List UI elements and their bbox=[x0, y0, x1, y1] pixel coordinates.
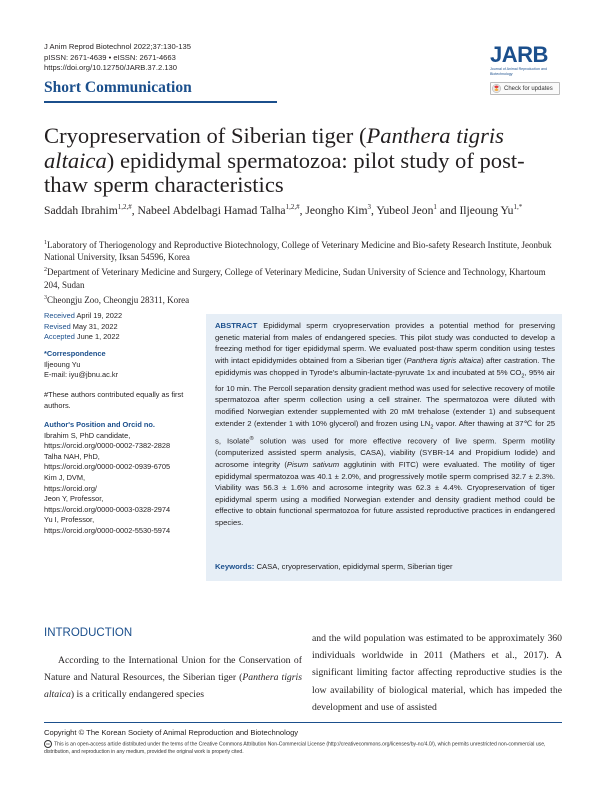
footer-rule bbox=[44, 722, 562, 723]
title-part2: ) epididymal spermatozoa: pilot study of post-thaw sperm characteristics bbox=[44, 147, 525, 197]
check-for-updates-button[interactable] bbox=[490, 82, 560, 95]
citation: J Anim Reprod Biotechnol 2022;37:130-135 bbox=[44, 42, 191, 51]
affiliation: $^1$Laboratory of Theriogenology and Reproductive Biotechnology, College of Veterinary Medicine and Bio-safety Research Institute, Jeonbuk National University, Iksan 54596, Korea bbox=[44, 240, 552, 263]
article-dates bbox=[44, 311, 122, 343]
abstract-text: ABSTRACT Epididymal sperm cryopreservation provides a potential method for preserving genetic material from males of endangered species. This pilot study was conducted to develop a freezing method for tiger epididymal sperm. We evaluated post-thaw sperm condition using testes with intact epididymides obtained from a Siberian tiger (Panthera tigris altaica) after castration. The epididymis was chopped in Tyrode's albumin-lactate-pyruvate 1x and incubated at 5% $CO_2$, 95% air for 10 min. The Percoll separation density gradient method was used for selective recovery of motile spermatozoa after sperm collection using a cell strainer. The spermatozoa were diluted with modified Norwegian extender supplemented with 20 mM trehalose (extender 1) and subsequent extender 2 (extender 1 with 10% glycerol) and frozen using $LN_2$ vapor. After thawing at 37℃ for 25 s, Isolate® solution was used for more effective recovery of live sperm. Sperm motility (computerized assisted sperm analysis, CASA), viability (SYBR-14 and Propidium Iodide) and acrosome integrity (Pisum sativum agglutinin with FITC) were evaluated. The motility of tiger epididymal spermatozoa was 40.1 ± 2.0%, and progressively motile sperm comprised 32.7 ± 2.3%. Viability was 56.3 ± 1.6% and acrosome integrity was 62.3 ± 4.4%. Cryopreservation of tiger epididymal sperm using a modified Norwegian extender and density gradient method could be effective to obtain functional spermatozoa for future assisted reproductive practices in endangered species. bbox=[215, 321, 555, 528]
author: Saddah Ibrahim$^{1,2,\#}$, bbox=[44, 203, 138, 217]
received-date: Received April 19, 2022 bbox=[44, 311, 123, 320]
abstract-label: ABSTRACT bbox=[215, 321, 258, 330]
author: Yubeol Jeon$^1$ and bbox=[376, 203, 460, 217]
author: Nabeel Abdelbagi Hamad Talha$^{1,2,\#}$, bbox=[137, 203, 306, 217]
correspondence-heading: *Correspondence bbox=[44, 349, 106, 358]
license-text: cc This is an open-access article distributed under the terms of the Creative Commons Attribution Non-Commercial License (http://creativecommons.org/licenses/by-nc/4.0/), which permits unrestricted non-commercial use, distribution, and reproduction in any medium, provided the original work is properly cited. bbox=[44, 741, 546, 755]
issn: pISSN: 2671-4639 • eISSN: 2671-4663 bbox=[44, 52, 176, 62]
correspondence bbox=[44, 349, 118, 381]
orcid-line: Jeon Y, Professor, bbox=[44, 494, 104, 504]
orcid-section bbox=[44, 420, 204, 537]
orcid-link[interactable]: https://orcid.org/0000-0002-7382-2828 bbox=[44, 441, 171, 451]
logo-subtitle: Journal of Animal Reproduction and Biotechnology bbox=[490, 67, 547, 76]
orcid-link[interactable]: https://orcid.org/ bbox=[44, 483, 97, 493]
equal-contribution-note: #These authors contributed equally as first authors. bbox=[44, 390, 184, 410]
accepted-date: Accepted June 1, 2022 bbox=[44, 332, 120, 342]
orcid-line: Yu I, Professor, bbox=[44, 515, 95, 525]
orcid-line: Ibrahim S, PhD candidate, bbox=[44, 430, 131, 440]
doi-link[interactable]: https://doi.org/10.12750/JARB.37.2.130 bbox=[44, 63, 177, 73]
affiliations bbox=[44, 237, 562, 307]
logo-text: JARB bbox=[490, 42, 548, 67]
journal-meta bbox=[44, 42, 191, 74]
affiliation: $^2$Department of Veterinary Medicine and Surgery, College of Veterinary Medicine, Sudan University of Science and Technology, Khartoum 204, Sudan bbox=[44, 267, 546, 290]
revised-date: Revised May 31, 2022 bbox=[44, 321, 118, 331]
correspondence-email[interactable]: E-mail: iyu@jbnu.ac.kr bbox=[44, 370, 119, 380]
introduction-heading: INTRODUCTION bbox=[44, 627, 133, 639]
keywords bbox=[215, 562, 555, 571]
article-type: Short Communication bbox=[44, 79, 192, 96]
orcid-link[interactable]: https://orcid.org/0000-0002-5530-5974 bbox=[44, 525, 171, 535]
orcid-link[interactable]: https://orcid.org/0000-0003-0328-2974 bbox=[44, 504, 171, 514]
orcid-link[interactable]: https://orcid.org/0000-0002-0939-6705 bbox=[44, 462, 171, 472]
creative-commons-icon: cc bbox=[44, 740, 52, 748]
author: Iljeoung $Yu^{1,*}$ bbox=[459, 203, 523, 217]
author-list bbox=[44, 200, 564, 218]
article-title bbox=[44, 124, 564, 198]
header-rule bbox=[44, 101, 277, 103]
title-species: Panthera tigris altaica bbox=[44, 123, 504, 173]
journal-logo bbox=[490, 44, 558, 77]
orcid-line: Talha NAH, PhD, bbox=[44, 451, 100, 461]
crossmark-icon bbox=[492, 84, 501, 93]
introduction-left-column: According to the International Union for the Conservation of Nature and Natural Resources, the Siberian tiger (Panthera tigris altaica) is a critically endangered species bbox=[44, 655, 302, 701]
keywords-label: Keywords: bbox=[215, 562, 255, 571]
keywords-text: CASA, cryopreservation, epididymal sperm, Siberian tiger bbox=[256, 562, 453, 571]
copyright: Copyright © The Korean Society of Animal Reproduction and Biotechnology bbox=[44, 728, 299, 737]
orcid-heading: Author's Position and Orcid no. bbox=[44, 420, 155, 429]
check-for-updates-label: Check for updates bbox=[504, 85, 553, 92]
orcid-line: Kim J, DVM, bbox=[44, 472, 86, 482]
title-part1: Cryopreservation of Siberian tiger ( bbox=[44, 123, 367, 148]
correspondence-name: Iljeoung Yu bbox=[44, 359, 81, 369]
affiliation: $^3$Cheongju Zoo, Cheongju 28311, Korea bbox=[44, 294, 190, 305]
introduction-right-column: and the wild population was estimated to be approximately 360 individuals worldwide in 2011 (Mathers et al., 2017). A significant limiting factor affecting reproductive studies is the low availability of biological material, which has impeded the development and use of assisted bbox=[312, 633, 562, 713]
author: Jeongho Kim$^3$, bbox=[305, 203, 377, 217]
